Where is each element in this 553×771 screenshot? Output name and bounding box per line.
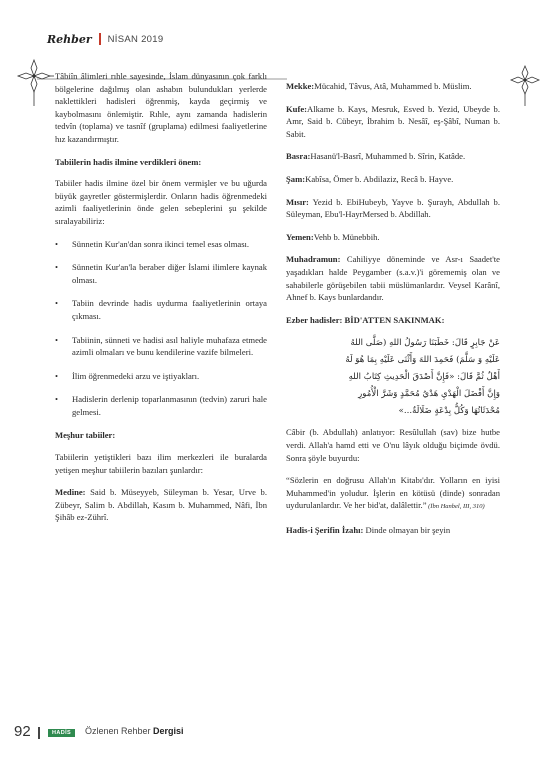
term-label: Muhadramun: [286,254,341,265]
list-item: • Tabiin devrinde hadis uydurma faaliyetlerinin ortaya çıkması. [55,297,267,322]
quote-text: “Sözlerin en doğrusu Allah'ın Kitabı'dır. Yolların en iyisi Muhammed'in yoludur. İşlerin en kötüsü (dinde) sonradan uydurulanlardır. Ve her bid'at, dalâlettir.” [286,475,500,511]
right-column [286,80,500,546]
corner-ornament-icon [14,58,54,108]
city-names: Said b. Müseyyeb, Süleyman b. Yesar, Urve b. Zübeyr, Salim b. Abdillah, Kasım b. Muhammed, Nâfi, İbn Şihâb ez-Zührî. [55,487,267,523]
city-names: Yezid b. EbiHubeyb, Yayve b. Şurayh, Abdullah b. Süleyman, Ebu'l-HayrMersed b. Abdillah. [286,196,500,220]
hadith-heading: Ezber hadisler: BİD'ATTEN SAKINMAK: [286,314,445,325]
izah-text: Dinde olmayan bir şeyin [363,524,451,535]
city-label: Medine: [55,487,86,498]
city-names: Vehb b. Münebbih. [313,231,380,242]
muhadramun-paragraph [286,253,500,303]
citation: (İbn Hanbel, III, 310) [426,503,485,511]
city-kufe [286,103,500,141]
footer-separator [38,727,40,739]
section-heading-famous-tabiin: Meşhur tabiiler: [55,430,116,441]
magazine-name-bold: Dergisi [153,726,184,736]
magazine-name-light: Özlenen Rehber [85,726,154,736]
arabic-line: مُحْدَثَاتُهَا وَكُلُّ بِدْعَةٍ ضَلَالَةٌ...» [398,406,500,417]
term-definition: Cahiliyye döneminde ve Asr-ı Saadet'te yaşadıkları halde Peygamber (s.a.v.)'i görememiş olan ve sahabilerle görüşebilen tabii müslümanlardır. Veysel Karânî, Ahnef b. Kays bunlardandır. [286,254,500,303]
izah-paragraph [286,524,500,537]
city-label: Mısır: [286,196,309,207]
magazine-name [85,726,184,736]
city-mekke [286,80,500,93]
list-item: • Tabiinin, sünneti ve hadisi asıl haliyle muhafaza etmede azimli olmaları ve bunu kendilerine vazife bilmeleri. [55,334,267,359]
city-names: Mücahid, Tâvus, Atâ, Muhammed b. Müslim. [314,81,472,91]
izah-label: Hadis-i Şerifin İzahı: [286,524,364,535]
city-names: Kabîsa, Ömer b. Abdilaziz, Recâ b. Hayve. [305,173,454,184]
city-sam [286,173,500,186]
arabic-line: عَلَيْهِ وَ سَلَّمَ) فَحَمِدَ اللهَ وَأَثْنَى عَلَيْهِ بِمَا هُوَ لَهُ [345,355,500,366]
brand-logo: Rehber [47,32,92,46]
list-item: • İlim öğrenmedeki arzu ve iştiyakları. [55,370,267,383]
section-tag: HADİS [48,729,75,737]
left-column [55,70,267,534]
city-names: Alkame b. Kays, Mesruk, Esved b. Yezid, Ubeyde b. Amr, Said b. Cübeyr, İbrahim b. Nesâî, eş-Şâbî, Numan b. Sabit. [286,103,500,139]
city-yemen [286,231,500,244]
issue-date: NİSAN 2019 [107,33,164,45]
list-item: • Hadislerin derlenip toparlanmasının (tedvin) zaruri hale gelmesi. [55,393,267,418]
city-label: Kufe: [286,103,308,114]
list-item: • Sünnetin Kur'an'la beraber diğer İslami ilimlere kaynak olması. [55,261,267,286]
centers-intro-paragraph: Tabiilerin yetiştikleri bazı ilim merkezleri ile buralarda yetişen meşhur tabiilerin bazıları şunlardır: [55,452,267,475]
reasons-list [55,238,267,419]
arabic-line: عَنْ جَابِرٍ قَالَ: خَطَبَنَا رَسُولُ اللهِ (صَلَّى اللهُ [350,338,500,349]
page-header [47,30,163,48]
city-label: Şam: [286,173,306,184]
page-number: 92 [14,723,31,740]
city-misir [286,196,500,221]
intro-paragraph: Tâbiîn âlimleri rıhle sayesinde, İslam dünyasının çok farklı bölgelerine dağılmış olan ashabın bulundukları yerlerde naklettikleri hadisleri öğrenmiş, kayda geçirmiş ve kaybolmasını önlemiştir. Rıhle, aynı zamanda hadislerin tedvîn (toplama) ve tasnîf (gruplama) edilmesi faaliyetlerine hız kazandırmıştır. [55,71,267,144]
city-label: Mekke: [286,81,315,91]
arabic-line: وَإِنَّ أَفْضَلَ الْهَدْيِ هَدْيُ مُحَمَّدٍ وَشَرَّ الْأُمُورِ [358,389,500,400]
header-separator [99,33,101,45]
city-basra [286,150,500,163]
city-label: Basra: [286,151,311,162]
arabic-line: أَهْلٌ ثُمَّ قَالَ: «فَإِنَّ أَصْدَقَ الْحَدِيثِ كِتَابُ اللهِ [348,372,500,383]
hadith-quote [286,474,500,514]
reasons-intro-paragraph: Tabiiler hadis ilmine özel bir önem vermişler ve bu uğurda büyük gayretler göstermişlerdir. Onların hadis öğrenmedeki azimli faaliyetlerinin önde gelen sebeplerini şu şekilde sıralayabiliriz: [55,178,267,226]
corner-ornament-right-icon [508,64,542,106]
arabic-hadith-text [286,335,500,420]
city-label: Yemen: [286,231,314,242]
translation-paragraph: Câbir (b. Abdullah) anlatıyor: Resûlullah (sav) bize hutbe verdi. Allah'a hamd etti ve O'nu lâyık olduğu biçimde övdü. Sonra şöyle buyurdu: [286,427,500,463]
city-medine [55,486,267,524]
list-item: • Sünnetin Kur'an'dan sonra ikinci temel esas olması. [55,238,267,251]
city-names: Hasanü'l-Basrî, Muhammed b. Sîrin, Katâde. [310,151,466,162]
section-heading-importance: Tabiilerin hadis ilmine verdikleri önem: [55,156,202,167]
